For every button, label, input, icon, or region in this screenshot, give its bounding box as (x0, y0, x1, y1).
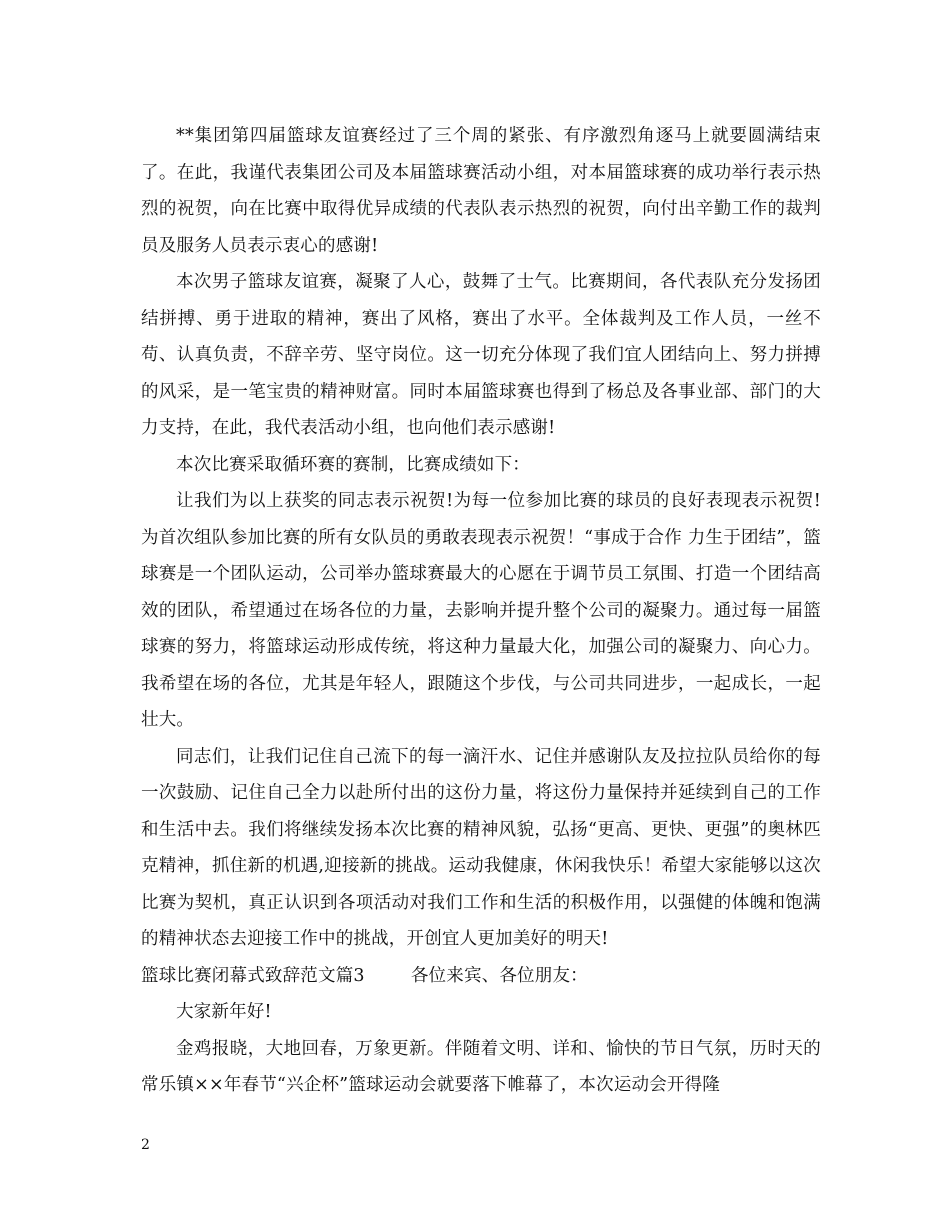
page-number: 2 (141, 1137, 150, 1153)
section-salutation: 各位来宾、各位朋友： (410, 965, 588, 986)
paragraph-new-year: 金鸡报晓，大地回春，万象更新。伴随着文明、详和、愉快的节日气氛，历时天的常乐镇××年春节“兴企杯”篮球运动会就要落下帷幕了，本次运动会开得隆 (141, 1038, 821, 1095)
paragraph-competition-summary: 本次男子篮球友谊赛，凝聚了人心，鼓舞了士气。比赛期间，各代表队充分发扬团结拼搏、勇于进取的精神，赛出了风格，赛出了水平。全体裁判及工作人员，一丝不苟、认真负责，不辞辛劳、坚守岗位。这一切充分体现了我们宜人团结向上、努力拼搏的风采，是一笔宝贵的精神财富。同时本届篮球赛也得到了杨总及各事业部、部门的大力支持，在此，我代表活动小组，也向他们表示感谢! (141, 272, 821, 438)
greeting-line: 大家新年好! (176, 1002, 272, 1022)
paragraph-opening: **集团第四届篮球友谊赛经过了三个周的紧张、有序激烈角逐马上就要圆满结束了。在此，我谨代表集团公司及本届篮球赛活动小组，对本届篮球赛的成功举行表示热烈的祝贺，向在比赛中取得优异成绩的代表队表示热烈的祝贺，向付出辛勤工作的裁判员及服务人员表示衷心的感谢! (141, 126, 821, 256)
section-heading: 篮球比赛闭幕式致辞范文篇3 (141, 965, 365, 986)
document-body (141, 118, 821, 1104)
paragraph-congratulations: 让我们为以上获奖的同志表示祝贺!为每一位参加比赛的球员的良好表现表示祝贺!为首次组队参加比赛的所有女队员的勇敢表现表示祝贺！“事成于合作 力生于团结”，篮球赛是一个团队运动，公司举办篮球赛最大的心愿在于调节员工氛围、打造一个团结高效的团队，希望通过在场各位的力量，去影响并提升整个公司的凝聚力。通过每一届篮球赛的努力，将篮球运动形成传统，将这种力量最大化，加强公司的凝聚力、向心力。我希望在场的各位，尤其是年轻人，跟随这个步伐，与公司共同进步，一起成长，一起壮大。 (141, 491, 821, 730)
section-heading-line (141, 958, 821, 995)
paragraph-results-intro: 本次比赛采取循环赛的赛制，比赛成绩如下： (176, 454, 530, 475)
paragraph-closing-remarks: 同志们，让我们记住自己流下的每一滴汗水、记住并感谢队友及拉拉队员给你的每一次鼓励、记住自己全力以赴所付出的这份力量，将这份力量保持并延续到自己的工作和生活中去。我们将继续发扬本次比赛的精神风貌，弘扬“更高、更快、更强”的奥林匹克精神，抓住新的机遇,迎接新的挑战。运动我健康，休闲我快乐！希望大家能够以这次比赛为契机，真正认识到各项活动对我们工作和生活的积极作用，以强健的体魄和饱满的精神状态去迎接工作中的挑战，开创宜人更加美好的明天! (141, 746, 821, 949)
